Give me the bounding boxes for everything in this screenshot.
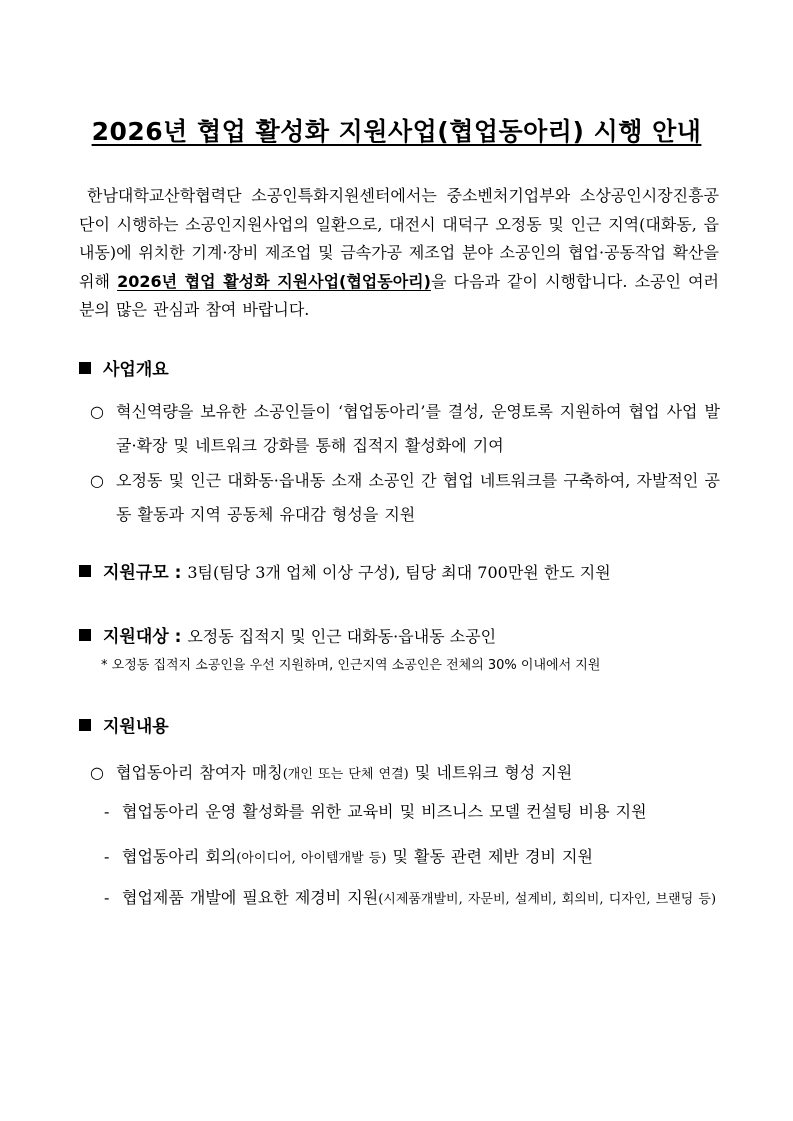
section-target-title: 지원대상: [103, 627, 169, 647]
section-target-separator: :: [168, 627, 188, 647]
content-dash-3-paren: (시제품개발비, 자문비, 설계비, 회의비, 디자인, 브랜딩 등): [378, 892, 717, 907]
overview-bullet-2: [90, 464, 720, 532]
section-scale-value-rest: , 팀당 최대 700만원 한도 지원: [395, 563, 611, 582]
section-target-value: 오정동 집적지 및 인근 대화동·읍내동 소공인: [187, 627, 497, 646]
content-dash-3-main: 협업제품 개발에 필요한 제경비 지원: [122, 888, 379, 907]
intro-text-after: 을 다음과 같이 시행합니다. 소공인 여러분의 많은 관심과 참여 바랍니다.: [79, 271, 720, 319]
square-bullet-icon: [79, 362, 91, 374]
section-scale: [79, 558, 611, 583]
content-bullet-rest: 및 네트워크 형성 지원: [408, 763, 573, 782]
section-scale-value-paren: (팀당 3개 업체 이상 구성): [212, 563, 396, 582]
section-overview-heading: [79, 355, 169, 380]
intro-text-before: 한남대학교산학협력단 소공인특화지원센터에서는 중소벤처기업부와 소상공인시장진흥공단이 시행하는 소공인지원사업의 일환으로, 대전시 대덕구 오정동 및 인근 지역(대화동, 읍내동)에 위치한 기계·장비 제조업 및 금속가공 제조업 분야 소공인의 협업·공동작업 확산을 위해: [79, 186, 719, 291]
overview-bullet-1-text: 혁신역량을 보유한 소공인들이 ‘협업동아리’를 결성, 운영토록 지원하여 협업 사업 발굴·확장 및 네트워크 강화를 통해 집적지 활성화에 기여: [116, 402, 720, 455]
overview-bullet-1: [90, 395, 720, 463]
section-scale-separator: :: [168, 563, 188, 583]
document-title: [0, 112, 793, 148]
section-target: [79, 622, 496, 647]
content-bullet-paren: (개인 또는 단체 연결): [282, 767, 409, 782]
content-dash-2: [104, 842, 720, 874]
circle-bullet-icon: ○: [90, 402, 104, 421]
section-scale-title: 지원규모: [103, 563, 169, 583]
content-dash-2-main: 협업동아리 회의: [122, 847, 237, 866]
content-dash-1-text: 협업동아리 운영 활성화를 위한 교육비 및 비즈니스 모델 컨설팅 비용 지원: [122, 802, 647, 821]
dash-bullet-icon: -: [104, 888, 110, 907]
circle-bullet-icon: ○: [90, 471, 104, 490]
square-bullet-icon: [79, 629, 91, 641]
overview-bullet-2-text: 오정동 및 인근 대화동·읍내동 소재 소공인 간 협업 네트워크를 구축하여, 자발적인 공동 활동과 지역 공동체 유대감 형성을 지원: [116, 471, 720, 524]
circle-bullet-icon: ○: [90, 763, 104, 782]
section-scale-value-main: 3팀: [187, 563, 213, 582]
document-title-text: 2026년 협업 활성화 지원사업(협업동아리) 시행 안내: [91, 117, 702, 146]
intro-paragraph: [79, 182, 719, 325]
content-bullet: [90, 756, 720, 792]
section-content-title: 지원내용: [103, 717, 169, 737]
square-bullet-icon: [79, 565, 91, 577]
dash-bullet-icon: -: [104, 802, 110, 821]
square-bullet-icon: [79, 719, 91, 731]
section-overview-title: 사업개요: [103, 360, 169, 380]
content-dash-2-rest: 및 활동 관련 제반 경비 지원: [386, 847, 593, 866]
content-dash-3: [104, 883, 720, 915]
content-bullet-main: 협업동아리 참여자 매칭: [116, 763, 283, 782]
content-dash-2-paren: (아이디어, 아이템개발 등): [236, 851, 387, 866]
section-target-note: * 오정동 집적지 소공인을 우선 지원하며, 인근지역 소공인은 전체의 30% 이내에서 지원: [101, 658, 601, 673]
section-content-heading: [79, 712, 169, 737]
intro-highlight: 2026년 협업 활성화 지원사업(협업동아리): [117, 271, 431, 291]
dash-bullet-icon: -: [104, 847, 110, 866]
content-dash-1: [104, 797, 720, 827]
